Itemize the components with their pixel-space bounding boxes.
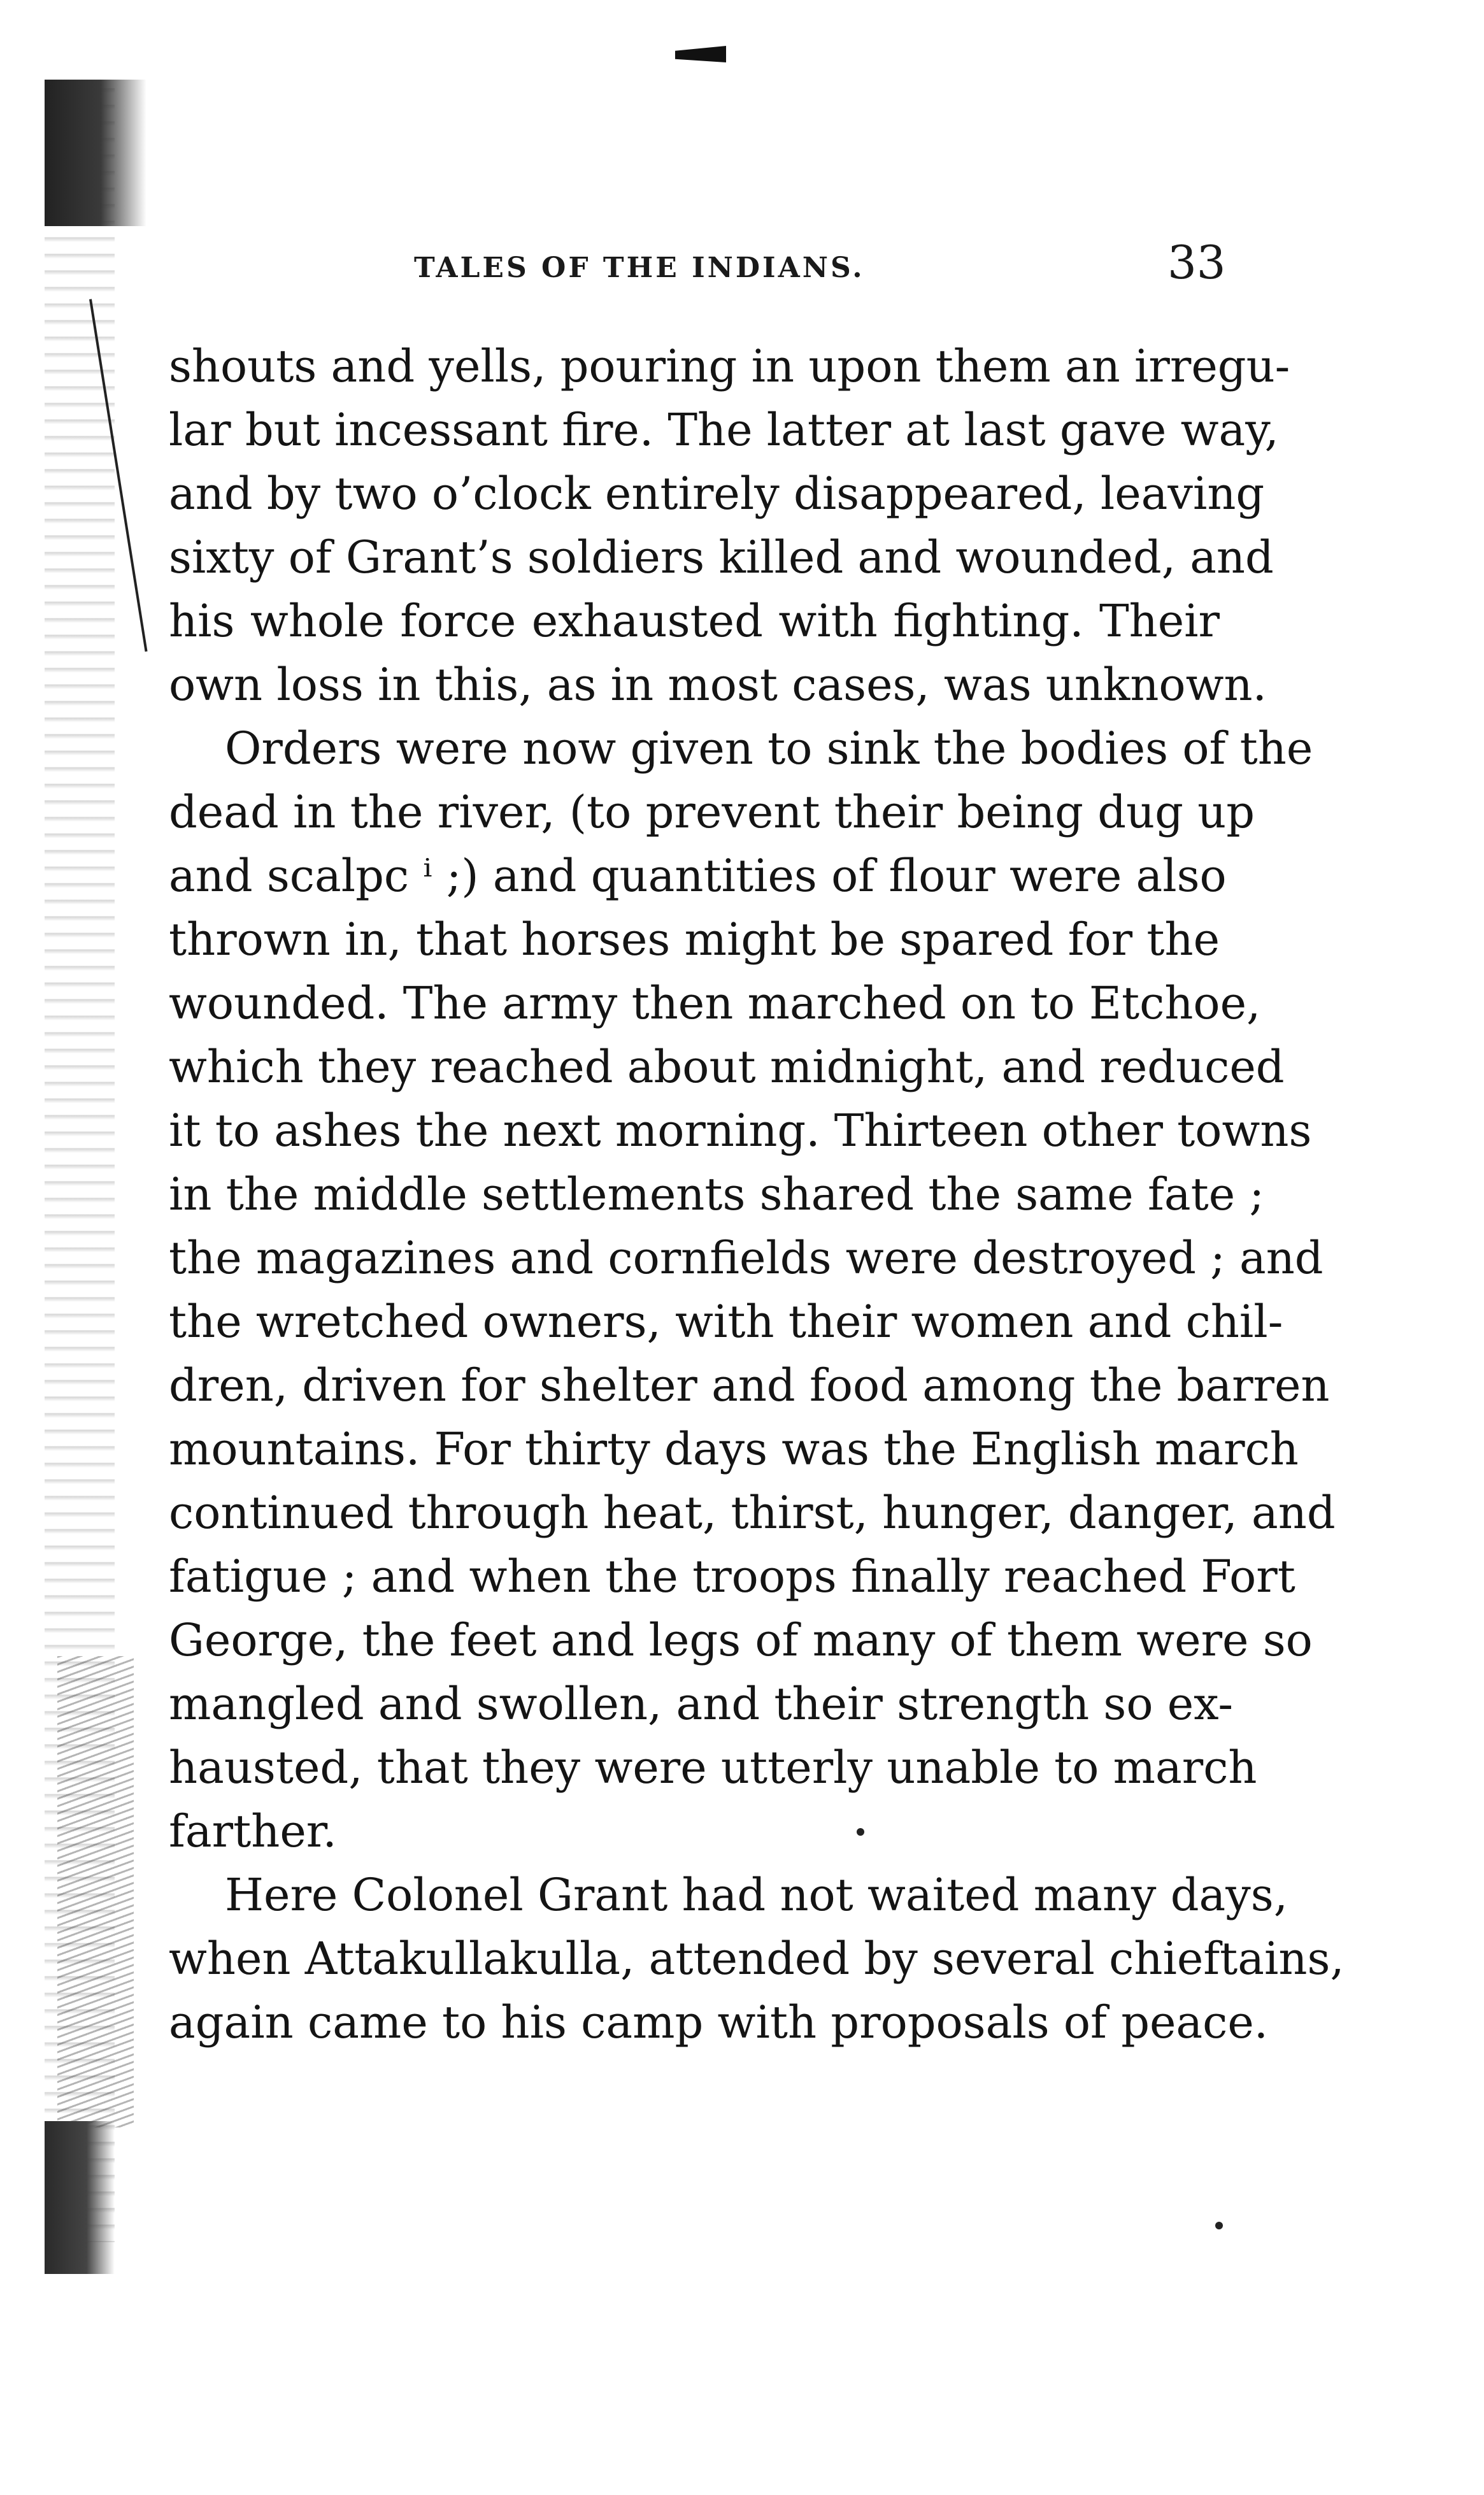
binding-speckle	[57, 1656, 134, 2127]
running-head: TALES OF THE INDIANS.	[414, 252, 865, 284]
text-line: and by two o’clock entirely disappeared, leaving	[169, 468, 1265, 520]
body-text	[169, 334, 1345, 2054]
binding-shadow-top	[45, 80, 146, 226]
text-line: farther.	[169, 1805, 337, 1857]
binding-shadow-bottom	[45, 2121, 115, 2274]
text-line: his whole force exhausted with fighting. Their	[169, 595, 1220, 647]
text-line: the wretched owners, with their women and chil-	[169, 1296, 1283, 1348]
text-line: dren, driven for shelter and food among the barren	[169, 1359, 1330, 1412]
text-line: lar but incessant fire. The latter at last gave way,	[169, 404, 1279, 456]
text-line: fatigue ; and when the troops finally reached Fort	[169, 1550, 1295, 1603]
text-line: in the middle settlements shared the same fate ;	[169, 1168, 1264, 1220]
text-line: when Attakullakulla, attended by several chieftains,	[169, 1933, 1345, 1985]
text-line: own loss in this, as in most cases, was unknown.	[169, 659, 1267, 711]
text-line: and scalpc ⁱ ;) and quantities of flour were also	[169, 850, 1227, 902]
text-line: continued through heat, thirst, hunger, danger, and	[169, 1487, 1336, 1539]
text-line: Here Colonel Grant had not waited many days,	[225, 1869, 1288, 1921]
text-line: mountains. For thirty days was the English march	[169, 1423, 1299, 1475]
text-line: mangled and swollen, and their strength so ex-	[169, 1678, 1234, 1730]
text-line: hausted, that they were utterly unable to march	[169, 1741, 1257, 1794]
text-line: the magazines and cornfields were destroyed ; and	[169, 1232, 1323, 1284]
text-line: which they reached about midnight, and reduced	[169, 1041, 1285, 1093]
text-line: sixty of Grant’s soldiers killed and wounded, and	[169, 531, 1274, 583]
text-line: Orders were now given to sink the bodies of the	[225, 722, 1313, 775]
scan-mark	[675, 46, 726, 62]
ink-speck	[857, 1828, 864, 1836]
text-line: it to ashes the next morning. Thirteen other towns	[169, 1105, 1312, 1157]
text-line: thrown in, that horses might be spared for the	[169, 913, 1220, 966]
text-line: again came to his camp with proposals of peace.	[169, 1996, 1269, 2048]
page-number: 33	[1167, 236, 1226, 289]
ink-speck	[1215, 2222, 1223, 2229]
text-line: George, the feet and legs of many of them were so	[169, 1614, 1313, 1666]
text-line: shouts and yells, pouring in upon them an irregu-	[169, 340, 1290, 392]
text-line: dead in the river, (to prevent their being dug up	[169, 786, 1255, 838]
text-line: wounded. The army then marched on to Etchoe,	[169, 977, 1261, 1029]
